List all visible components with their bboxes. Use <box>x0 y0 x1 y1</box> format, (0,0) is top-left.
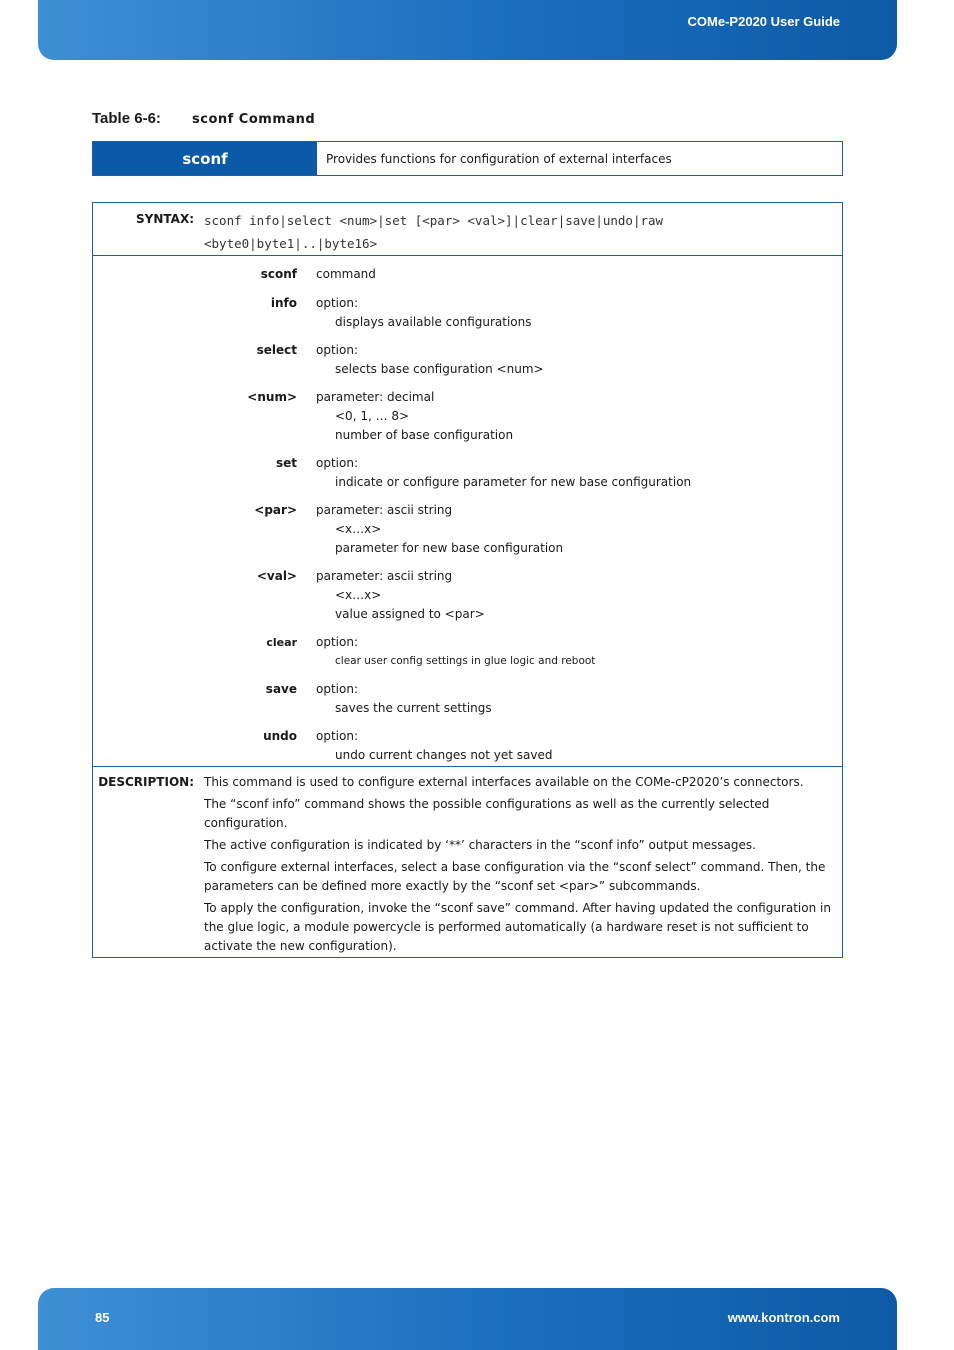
website-link[interactable]: www.kontron.com <box>727 1310 840 1325</box>
param-description <box>316 265 826 284</box>
param-description <box>316 388 826 445</box>
table-number: Table 6-6: <box>92 110 161 127</box>
param-name: <val> <box>256 569 297 583</box>
table-caption <box>92 110 315 127</box>
param-name: <num> <box>247 390 297 404</box>
param-description <box>316 633 826 671</box>
header-band <box>38 0 897 60</box>
param-line: value assigned to <par> <box>335 607 485 621</box>
param-name: info <box>270 296 297 310</box>
syntax-line-1: sconf info|select <num>|set [<par> <val>]|clear|save|undo|raw <box>204 213 664 228</box>
param-line: clear user config settings in glue logic and reboot <box>335 655 596 667</box>
param-line: parameter: ascii string <box>316 569 453 583</box>
command-summary: Provides functions for configuration of external interfaces <box>326 151 672 166</box>
param-description <box>316 294 826 332</box>
command-name: sconf <box>93 142 317 175</box>
syntax-line-2: <byte0|byte1|..|byte16> <box>204 236 378 251</box>
param-name: save <box>265 682 297 696</box>
description-paragraph: This command is used to configure external interfaces available on the COMe-cP2020’s connectors. <box>204 775 804 789</box>
description-section <box>93 766 842 958</box>
command-summary-box <box>92 141 843 176</box>
param-line: number of base configuration <box>335 428 514 442</box>
param-description <box>316 727 826 765</box>
param-name: <par> <box>254 503 297 517</box>
param-line: <x…x> <box>335 522 382 536</box>
param-line: displays available configurations <box>335 315 532 329</box>
param-description <box>316 680 826 718</box>
description-paragraph: The “sconf info” command shows the possible configurations as well as the currently selected configuration. <box>204 797 770 830</box>
param-description <box>316 454 826 492</box>
param-line: parameter: decimal <box>316 390 435 404</box>
footer-band <box>38 1288 897 1350</box>
param-line: option: <box>316 296 358 310</box>
param-line: <x…x> <box>335 588 382 602</box>
param-line: option: <box>316 682 358 696</box>
parameter-list <box>93 256 842 766</box>
param-line: parameter: ascii string <box>316 503 453 517</box>
param-name: set <box>275 456 297 470</box>
description-paragraph: The active configuration is indicated by ‘**’ characters in the “sconf info” output messages. <box>204 838 756 852</box>
param-description <box>316 501 826 558</box>
description-label: DESCRIPTION: <box>98 775 194 789</box>
param-name: clear <box>266 636 297 649</box>
command-reference-table <box>92 202 843 958</box>
description-body <box>204 773 834 959</box>
document-title: COMe-P2020 User Guide <box>687 14 840 29</box>
param-description <box>316 341 826 379</box>
description-paragraph: To apply the configuration, invoke the “sconf save” command. After having updated the configuration in the glue logic, a module powercycle is performed automatically (a hardware reset is not sufficient to activate the new configuration). <box>204 901 831 953</box>
param-line: parameter for new base configuration <box>335 541 564 555</box>
table-name: sconf Command <box>192 112 316 127</box>
param-line: <0, 1, … 8> <box>335 409 410 423</box>
param-name: sconf <box>260 267 297 281</box>
param-line: option: <box>316 343 358 357</box>
param-line: command <box>316 267 376 281</box>
param-line: option: <box>316 456 358 470</box>
syntax-text <box>204 209 824 255</box>
param-line: option: <box>316 635 358 649</box>
param-description <box>316 567 826 624</box>
description-paragraph: To configure external interfaces, select a base configuration via the “sconf select” command. Then, the parameters can be defined more exactly by the “sconf set <par>” subcommands. <box>204 860 826 893</box>
syntax-section <box>93 203 842 256</box>
syntax-label: SYNTAX: <box>136 212 194 226</box>
page-number: 85 <box>95 1310 110 1325</box>
param-line: indicate or configure parameter for new base configuration <box>335 475 692 489</box>
param-line: selects base configuration <num> <box>335 362 544 376</box>
param-line: option: <box>316 729 358 743</box>
param-line: saves the current settings <box>335 701 492 715</box>
param-line: undo current changes not yet saved <box>335 748 553 762</box>
param-name: undo <box>263 729 297 743</box>
param-name: select <box>256 343 297 357</box>
